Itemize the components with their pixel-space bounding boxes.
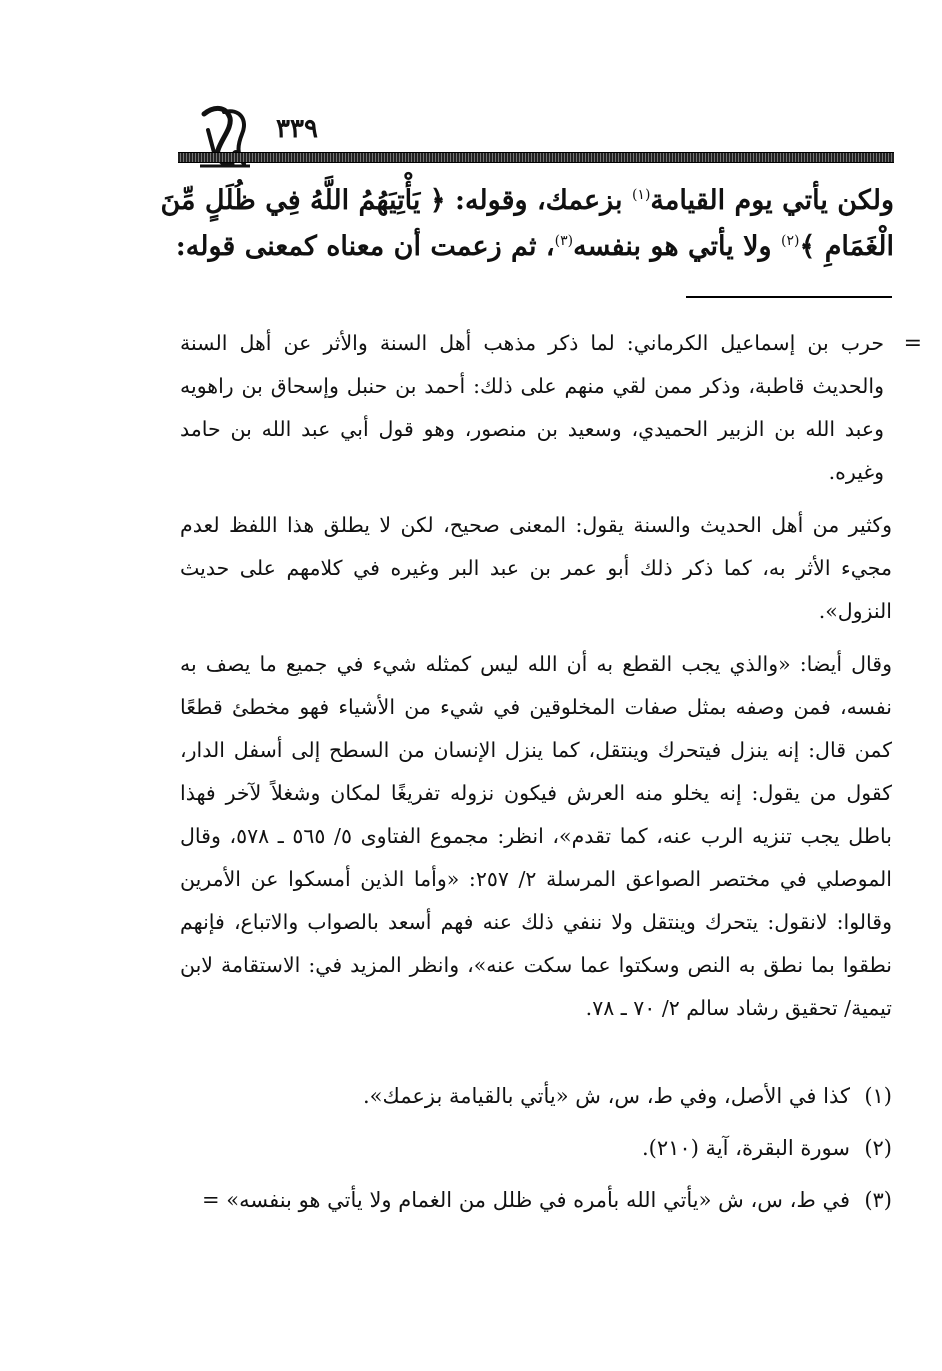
footnote-continuation: [180, 322, 922, 1040]
main-text-segment: ، ثم زعمت أن معناه كمعنى قوله:: [175, 231, 555, 262]
note-paragraph-2: وكثير من أهل الحديث والسنة يقول: المعنى صحيح، لكن لا يطلق هذا اللفظ لعدم مجيء الأثر به، كما ذكر ذلك أبو عمر بن عبد البر وغيره في كلامهم على حديث النزول».: [180, 513, 892, 623]
footnote-number: (٣): [864, 1188, 892, 1212]
footnote-text: كذا في الأصل، وفي ط، س، ش «يأتي بالقيامة بزعمك».: [363, 1084, 850, 1108]
quran-verse-end: الْغَمَامِ ﴾: [799, 231, 894, 262]
main-line-2: [175, 224, 894, 270]
footnote-marker-3: (٣): [554, 233, 574, 249]
main-text-segment: ولكن يأتي يوم القيامة: [650, 185, 894, 216]
header-rule: [178, 152, 894, 163]
footnote-item: [180, 1188, 892, 1240]
footnote-marker-2: (٢): [781, 233, 800, 249]
footnote-number: (٢): [864, 1136, 892, 1160]
quran-verse: بزعمك، وقوله: ﴿ يَأْتِيَهُمُ اللَّهُ فِي ظُلَلٍ مِّنَ: [160, 185, 632, 216]
continuation-mark: =: [903, 331, 922, 356]
footnote-list: [180, 1084, 892, 1240]
note-paragraph-3: وقال أيضا: «والذي يجب القطع به أن الله ليس كمثله شيء في جميع ما يصف به نفسه، فمن وصفه بمثل صفات المخلوقين في شيء من الأشياء فهو مخطئ قطعًا كمن قال: إنه ينزل فيتحرك وينتقل، كما ينزل الإنسان من السطح إلى أسفل الدار، كقول من يقول: إنه يخلو منه العرش فيكون نزوله تفريغًا لمكان وشغلاً لآخر فهذا باطل يجب تنزيه الرب عنه، كما تقدم»، انظر: مجموع الفتاوى ٥/ ٥٦٥ ـ ٥٧٨، وقال الموصلي في مختصر الصواعق المرسلة ٢/ ٢٥٧: «وأما الذين أمسكوا عن الأمرين وقالوا: لانقول: يتحرك وينتقل ولا ننفي ذلك عنه فهم أسعد بالصواب والاتباع، فإنهم نطقوا بما نطق به النص وسكتوا عما سكت عنه»، وانظر المزيد في: الاستقامة لابن تيمية/ تحقيق رشاد سالم ٢/ ٧٠ ـ ٧٨.: [180, 652, 893, 1020]
footnote-item: [180, 1084, 892, 1136]
footnote-text: في ط، س، ش «يأتي الله بأمره في ظلل من الغمام ولا يأتي هو بنفسه» =: [201, 1188, 850, 1212]
footnote-separator: [686, 296, 892, 298]
note-paragraph-1: [180, 322, 922, 494]
main-text: [160, 178, 894, 270]
main-text-segment: ولا يأتي هو بنفسه: [573, 231, 781, 262]
main-line-1: [160, 178, 894, 224]
footnote-item: [180, 1136, 892, 1188]
page-number: ٣٣٩: [276, 114, 318, 144]
note-paragraph-1-text: حرب بن إسماعيل الكرماني: لما ذكر مذهب أهل السنة والأثر عن أهل السنة والحديث قاطبة، وذكر ممن لقي منهم على ذلك: أحمد بن حنبل وإسحاق بن راهويه وعبد الله بن الزبير الحميدي، وسعيد بن منصور، وهو قول أبي عبد الله بن حامد وغيره.: [180, 331, 884, 484]
footnote-text: سورة البقرة، آية (٢١٠).: [641, 1136, 850, 1160]
footnote-marker-1: (١): [631, 187, 651, 203]
footnote-number: (١): [864, 1084, 892, 1108]
